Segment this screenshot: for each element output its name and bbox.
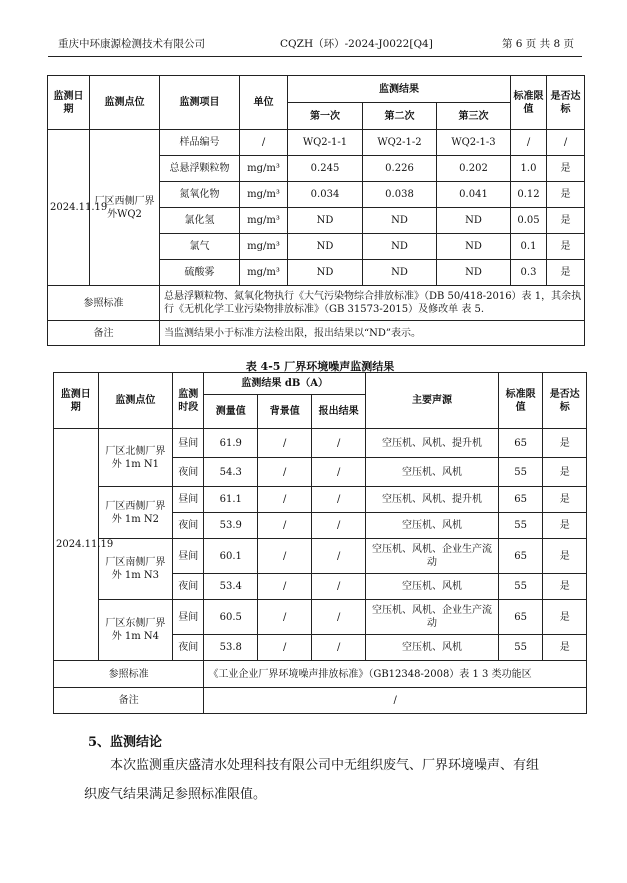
cell-measured: 53.8 (204, 635, 258, 661)
th-date: 监测日期 (54, 373, 99, 429)
cell-r1: ND (288, 208, 363, 234)
cell-source: 空压机、风机、企业生产流动 (366, 539, 499, 574)
cell-reported: / (312, 458, 366, 487)
cell-r2: ND (363, 234, 437, 260)
cell-limit: 0.05 (511, 208, 547, 234)
th-pass: 是否达标 (543, 373, 587, 429)
cell-r2: WQ2-1-2 (363, 130, 437, 156)
th-point: 监测点位 (98, 373, 173, 429)
cell-pass: 是 (547, 234, 585, 260)
cell-limit: 65 (498, 429, 543, 458)
ref-standard-text: 总悬浮颗粒物、氮氧化物执行《大气污染物综合排放标准》（DB 50/418-2016）表 1，其余执行《无机化学工业污染物排放标准》（GB 31573-2015）及修改单 表 5. (160, 286, 585, 321)
cell-reported: / (312, 513, 366, 539)
cell-pass: 是 (543, 487, 587, 513)
cell-r1: 0.245 (288, 156, 363, 182)
monitor-point: 厂区北侧厂界外 1m N1 (98, 429, 173, 487)
cell-limit: 65 (498, 600, 543, 635)
cell-pass: 是 (543, 600, 587, 635)
cell-limit: / (511, 130, 547, 156)
th-third: 第三次 (437, 103, 511, 130)
th-background: 背景值 (258, 395, 312, 429)
th-pass: 是否达标 (547, 76, 585, 130)
cell-measured: 54.3 (204, 458, 258, 487)
cell-pass: 是 (547, 208, 585, 234)
cell-item: 硫酸雾 (160, 260, 240, 286)
cell-pass: / (547, 130, 585, 156)
ref-standard-label: 参照标准 (48, 286, 160, 321)
cell-r3: WQ2-1-3 (437, 130, 511, 156)
cell-period: 昼间 (173, 429, 204, 458)
cell-unit: / (240, 130, 288, 156)
cell-unit: mg/m³ (240, 156, 288, 182)
cell-measured: 53.4 (204, 574, 258, 600)
cell-period: 夜间 (173, 635, 204, 661)
table-row (54, 600, 587, 635)
th-second: 第二次 (363, 103, 437, 130)
cell-period: 夜间 (173, 513, 204, 539)
cell-r3: ND (437, 234, 511, 260)
cell-r1: 0.034 (288, 182, 363, 208)
th-point: 监测点位 (90, 76, 160, 130)
table-caption: 表 4-5 厂界环境噪声监测结果 (245, 360, 395, 373)
cell-unit: mg/m³ (240, 260, 288, 286)
monitor-date: 2024.11.19 (48, 130, 90, 286)
cell-r2: ND (363, 260, 437, 286)
cell-limit: 0.3 (511, 260, 547, 286)
monitor-point: 厂区南侧厂界外 1m N3 (98, 539, 173, 600)
noise-monitoring-table (53, 372, 587, 714)
cell-reported: / (312, 539, 366, 574)
cell-pass: 是 (543, 458, 587, 487)
cell-period: 昼间 (173, 487, 204, 513)
monitor-point: 厂区东侧厂界外 1m N4 (98, 600, 173, 661)
note-label: 备注 (54, 688, 204, 714)
th-unit: 单位 (240, 76, 288, 130)
cell-pass: 是 (543, 513, 587, 539)
cell-background: / (258, 429, 312, 458)
cell-source: 空压机、风机 (366, 458, 499, 487)
cell-r1: WQ2-1-1 (288, 130, 363, 156)
cell-background: / (258, 487, 312, 513)
cell-measured: 60.5 (204, 600, 258, 635)
cell-r1: ND (288, 260, 363, 286)
note-text: / (204, 688, 587, 714)
th-result: 监测结果 (288, 76, 511, 103)
table-row (48, 130, 585, 156)
cell-limit: 0.12 (511, 182, 547, 208)
th-measured: 测量值 (204, 395, 258, 429)
monitor-date: 2024.11.19 (54, 429, 99, 661)
cell-measured: 61.9 (204, 429, 258, 458)
th-reported: 报出结果 (312, 395, 366, 429)
th-first: 第一次 (288, 103, 363, 130)
cell-r3: ND (437, 208, 511, 234)
cell-reported: / (312, 487, 366, 513)
cell-pass: 是 (543, 429, 587, 458)
cell-unit: mg/m³ (240, 182, 288, 208)
th-period: 监测时段 (173, 373, 204, 429)
cell-item: 样品编号 (160, 130, 240, 156)
cell-reported: / (312, 635, 366, 661)
th-item: 监测项目 (160, 76, 240, 130)
cell-limit: 55 (498, 458, 543, 487)
cell-limit: 55 (498, 574, 543, 600)
cell-background: / (258, 600, 312, 635)
cell-limit: 65 (498, 539, 543, 574)
cell-item: 氮氧化物 (160, 182, 240, 208)
th-limit: 标准限值 (498, 373, 543, 429)
page-number: 第 6 页 共 8 页 (501, 38, 574, 50)
cell-r3: 0.202 (437, 156, 511, 182)
cell-r1: ND (288, 234, 363, 260)
cell-r3: 0.041 (437, 182, 511, 208)
cell-background: / (258, 635, 312, 661)
cell-background: / (258, 513, 312, 539)
cell-limit: 1.0 (511, 156, 547, 182)
cell-period: 昼间 (173, 600, 204, 635)
conclusion-heading: 5、监测结论 (88, 735, 163, 750)
note-text: 当监测结果小于标准方法检出限，报出结果以“ND”表示。 (160, 321, 585, 346)
monitor-point: 厂区西侧厂界外 1m N2 (98, 487, 173, 539)
th-limit: 标准限值 (511, 76, 547, 130)
page-header (50, 36, 580, 52)
cell-r2: ND (363, 208, 437, 234)
cell-r2: 0.038 (363, 182, 437, 208)
cell-period: 夜间 (173, 574, 204, 600)
cell-measured: 61.1 (204, 487, 258, 513)
monitor-point: 厂区西侧厂界外WQ2 (90, 130, 160, 286)
ref-standard-label: 参照标准 (54, 661, 204, 688)
cell-pass: 是 (543, 635, 587, 661)
cell-pass: 是 (547, 156, 585, 182)
cell-reported: / (312, 600, 366, 635)
cell-item: 氯气 (160, 234, 240, 260)
cell-reported: / (312, 429, 366, 458)
cell-measured: 53.9 (204, 513, 258, 539)
cell-limit: 55 (498, 635, 543, 661)
note-label: 备注 (48, 321, 160, 346)
th-source: 主要声源 (366, 373, 499, 429)
cell-r2: 0.226 (363, 156, 437, 182)
cell-item: 总悬浮颗粒物 (160, 156, 240, 182)
cell-background: / (258, 458, 312, 487)
cell-source: 空压机、风机 (366, 574, 499, 600)
cell-source: 空压机、风机、提升机 (366, 487, 499, 513)
cell-background: / (258, 539, 312, 574)
cell-pass: 是 (543, 539, 587, 574)
cell-background: / (258, 574, 312, 600)
cell-reported: / (312, 574, 366, 600)
table-row (54, 539, 587, 574)
cell-unit: mg/m³ (240, 234, 288, 260)
cell-limit: 55 (498, 513, 543, 539)
air-monitoring-table (47, 75, 585, 346)
cell-limit: 65 (498, 487, 543, 513)
cell-source: 空压机、风机 (366, 635, 499, 661)
ref-standard-text: 《工业企业厂界环境噪声排放标准》（GB12348-2008）表 1 3 类功能区 (204, 661, 587, 688)
table-row (54, 487, 587, 513)
cell-pass: 是 (547, 182, 585, 208)
cell-source: 空压机、风机 (366, 513, 499, 539)
table-row (54, 429, 587, 458)
cell-pass: 是 (547, 260, 585, 286)
header-divider (48, 56, 582, 57)
cell-r3: ND (437, 260, 511, 286)
cell-limit: 0.1 (511, 234, 547, 260)
cell-unit: mg/m³ (240, 208, 288, 234)
report-number: CQZH（环）-2024-J0022[Q4] (280, 38, 433, 50)
cell-source: 空压机、风机、企业生产流动 (366, 600, 499, 635)
cell-period: 昼间 (173, 539, 204, 574)
th-result: 监测结果 dB（A） (204, 373, 366, 395)
th-date: 监测日期 (48, 76, 90, 130)
cell-source: 空压机、风机、提升机 (366, 429, 499, 458)
company-name: 重庆中环康源检测技术有限公司 (58, 38, 205, 50)
cell-pass: 是 (543, 574, 587, 600)
cell-period: 夜间 (173, 458, 204, 487)
cell-measured: 60.1 (204, 539, 258, 574)
cell-item: 氯化氢 (160, 208, 240, 234)
conclusion-text: 本次监测重庆盛清水处理科技有限公司中无组织废气、厂界环境噪声、有组织废气结果满足参照标准限值。 (84, 758, 540, 802)
